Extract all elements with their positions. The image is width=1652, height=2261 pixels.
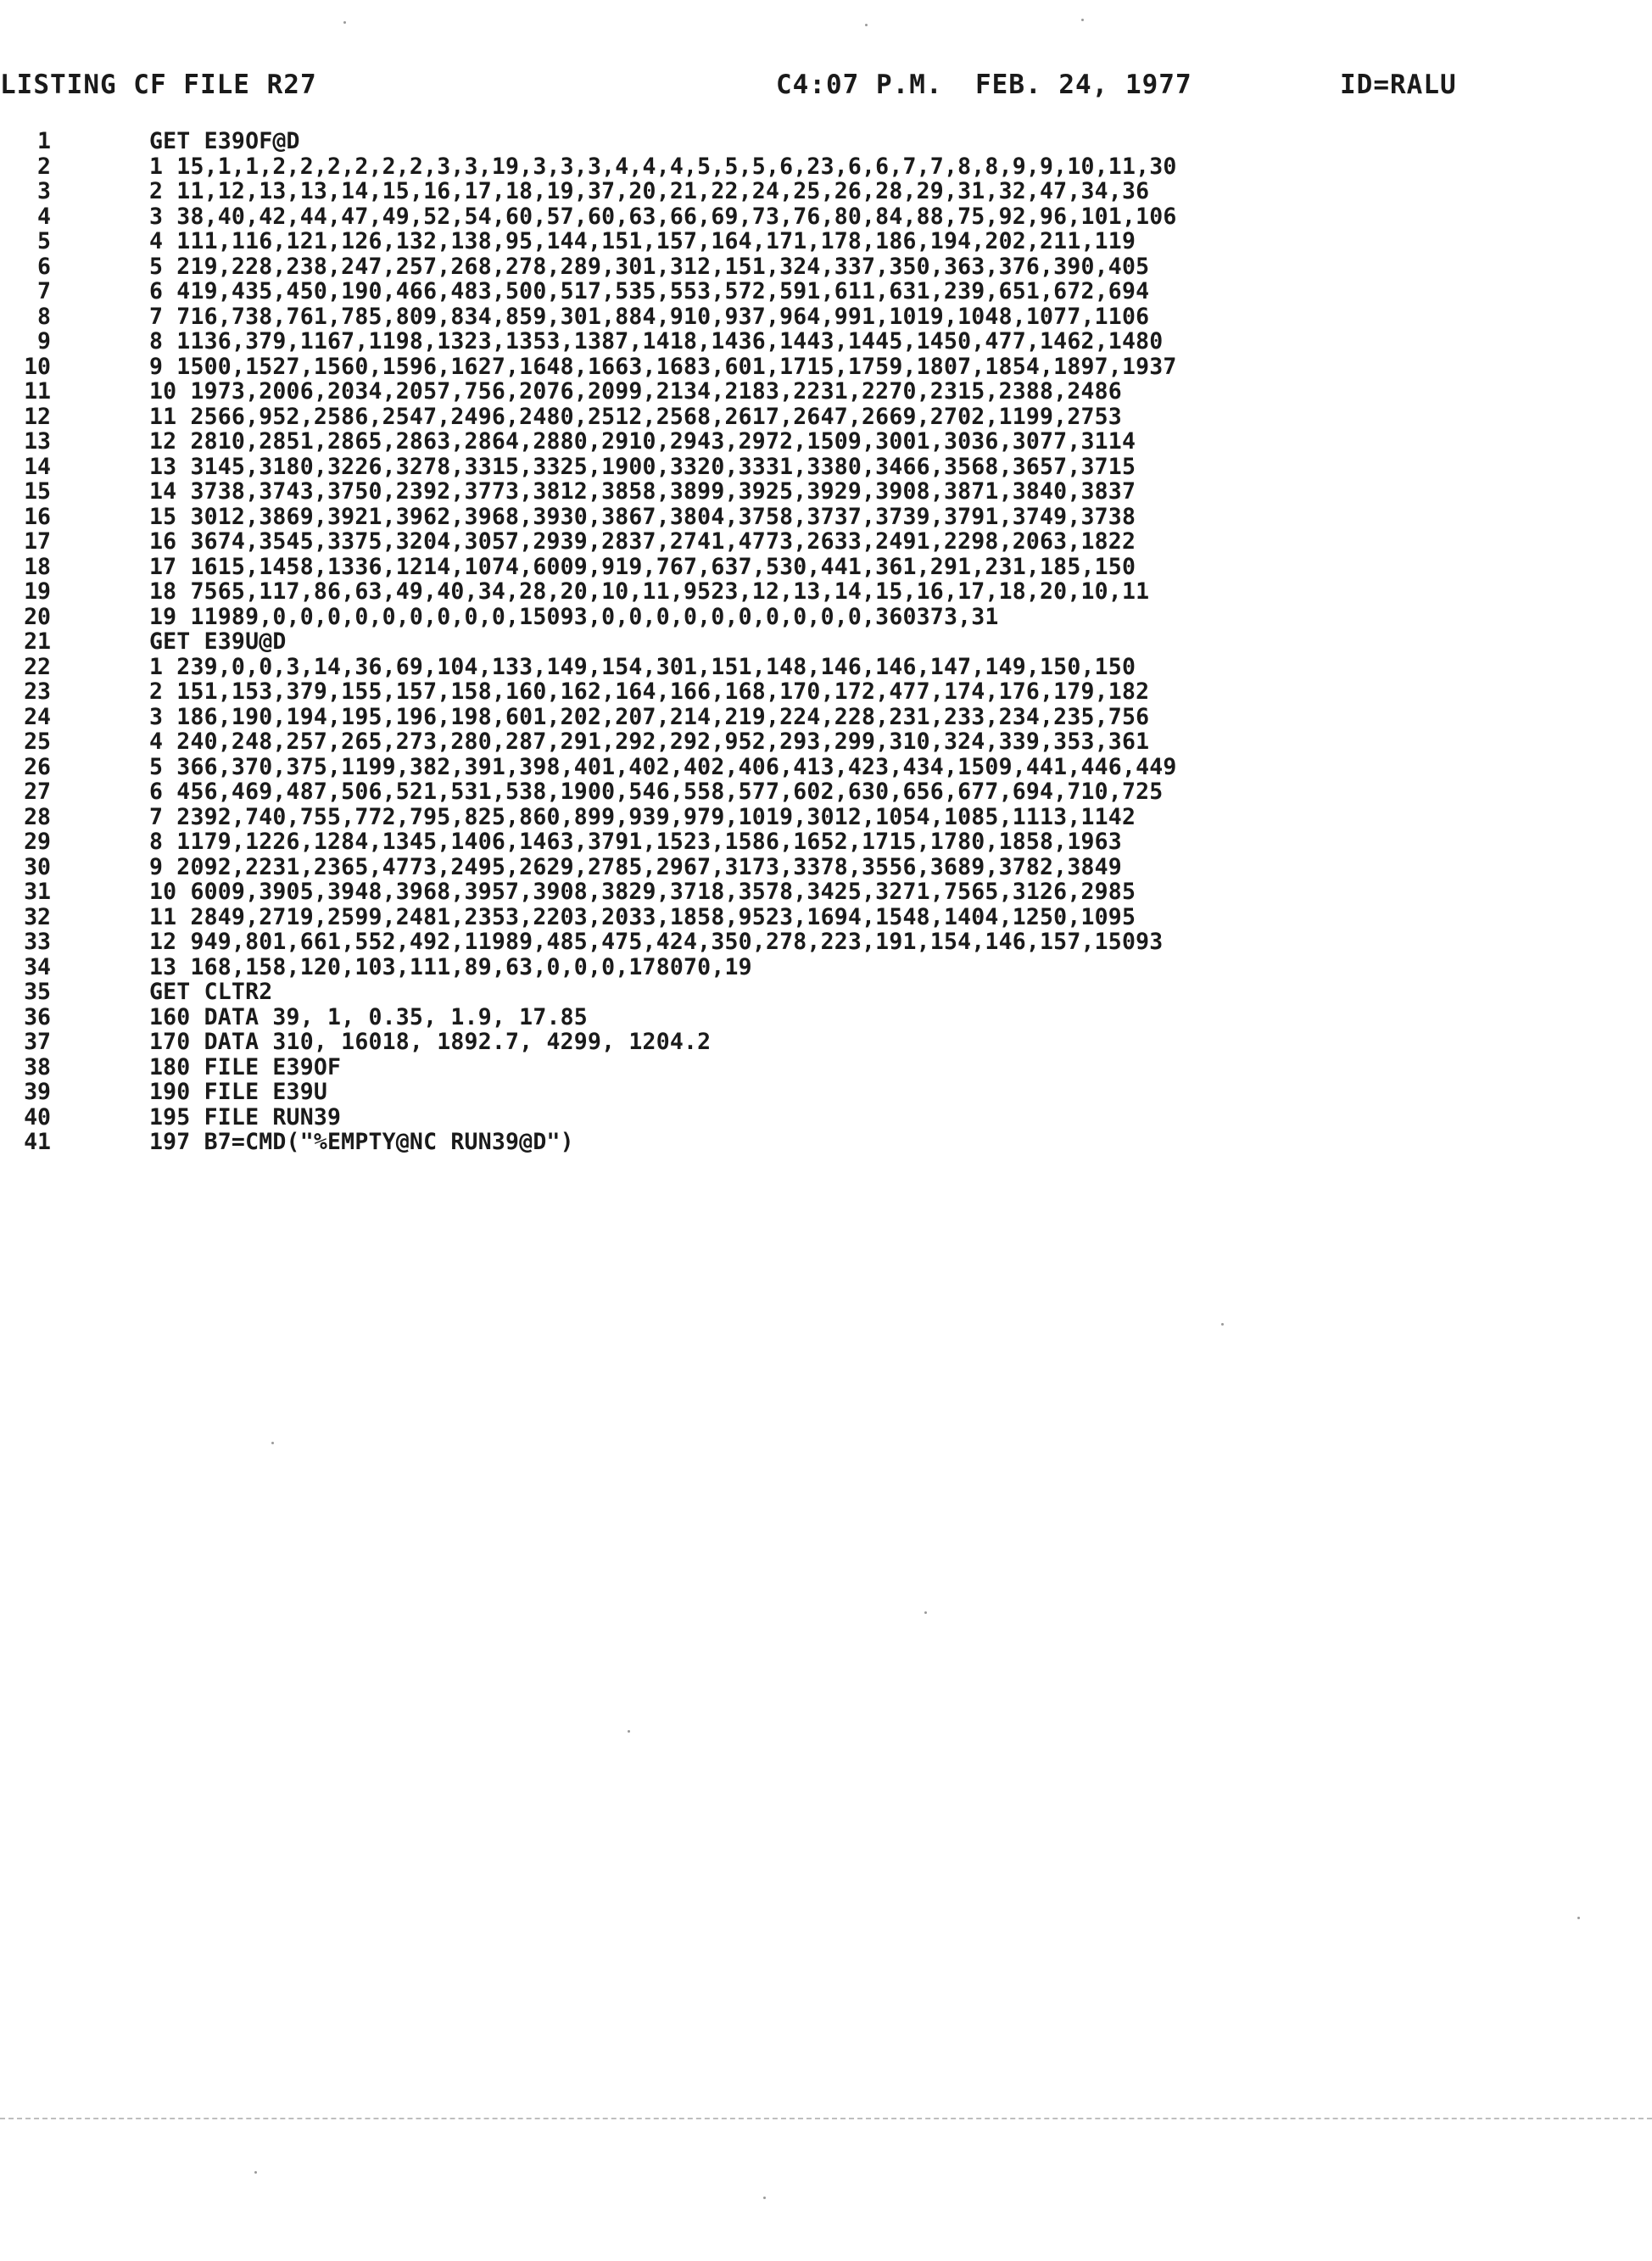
listing-time: C4:07 P.M. [776,70,943,100]
line-code: 16 3674,3545,3375,3204,3057,2939,2837,2741,4773,2633,2491,2298,2063,1822 [149,528,1136,555]
line-code: 7 2392,740,755,772,795,825,860,899,939,979,1019,3012,1054,1085,1113,1142 [149,803,1136,830]
line-number: 19 [24,578,51,605]
line-code: 14 3738,3743,3750,2392,3773,3812,3858,3899,3925,3929,3908,3871,3840,3837 [149,478,1136,505]
line-number: 11 [24,378,51,405]
listing-date: FEB. 24, 1977 [975,70,1192,100]
line-number: 34 [24,953,51,980]
line-number: 1 [37,128,51,154]
scan-speck [254,2171,257,2174]
listing-header [0,70,1652,112]
listing-line [0,605,1652,630]
line-number: 40 [24,1103,51,1130]
listing-line [0,304,1652,330]
line-number: 30 [24,853,51,880]
listing-line [0,379,1652,405]
line-number: 22 [24,653,51,680]
line-code: 6 456,469,487,506,521,531,538,1900,546,558,577,602,630,656,677,694,710,725 [149,779,1164,805]
line-number: 35 [24,979,51,1005]
line-number: 7 [37,278,51,304]
scan-speck [628,1730,630,1733]
line-code: 11 2849,2719,2599,2481,2353,2203,2033,1858,9523,1694,1548,1404,1250,1095 [149,903,1136,930]
listing-line [0,555,1652,580]
line-code: GET CLTR2 [149,979,273,1005]
listing-line [0,579,1652,605]
line-code: 197 B7=CMD("%EMPTY@NC RUN39@D") [149,1129,574,1155]
line-code: 195 FILE RUN39 [149,1103,342,1130]
line-code: 6 419,435,450,190,466,483,500,517,535,553,572,591,611,631,239,651,672,694 [149,278,1150,304]
listing-line [0,705,1652,730]
line-number: 16 [24,503,51,530]
line-code: 2 151,153,379,155,157,158,160,162,164,166,168,170,172,477,174,176,179,182 [149,678,1150,705]
listing-line [0,1005,1652,1030]
line-number: 33 [24,929,51,955]
line-code: 180 FILE E39OF [149,1053,342,1080]
line-code: 13 3145,3180,3226,3278,3315,3325,1900,3320,3331,3380,3466,3568,3657,3715 [149,453,1136,480]
listing-line [0,355,1652,380]
scan-speck [271,1442,274,1444]
listing-line [0,254,1652,280]
listing-line [0,879,1652,905]
line-code: GET E39OF@D [149,128,300,154]
line-number: 26 [24,753,51,780]
listing-line [0,980,1652,1005]
line-number: 8 [37,303,51,330]
line-code: 10 6009,3905,3948,3968,3957,3908,3829,3718,3578,3425,3271,7565,3126,2985 [149,879,1136,905]
line-code: 8 1179,1226,1284,1345,1406,1463,3791,1523,1586,1652,1715,1780,1858,1963 [149,829,1122,855]
line-number: 17 [24,528,51,555]
line-number: 37 [24,1029,51,1055]
line-number: 9 [37,328,51,355]
scan-speck [763,2197,766,2199]
line-number: 10 [24,353,51,380]
line-code: 190 FILE E39U [149,1079,328,1105]
listing-line [0,279,1652,304]
line-number: 12 [24,403,51,430]
line-number: 2 [37,153,51,180]
listing-line [0,855,1652,880]
line-code: 17 1615,1458,1336,1214,1074,6009,919,767,637,530,441,361,291,231,185,150 [149,553,1136,580]
line-number: 18 [24,553,51,580]
line-code: 4 111,116,121,126,132,138,95,144,151,157,164,171,178,186,194,202,211,119 [149,228,1136,254]
scan-speck [865,24,868,26]
program-listing [0,129,1652,1155]
line-number: 25 [24,729,51,755]
listing-line [0,479,1652,505]
line-number: 6 [37,253,51,280]
listing-line [0,655,1652,680]
perforation-divider [0,2118,1652,2119]
scan-speck [1081,19,1084,21]
line-number: 38 [24,1053,51,1080]
line-number: 27 [24,779,51,805]
scan-speck [924,1611,927,1614]
line-code: 3 186,190,194,195,196,198,601,202,207,214,219,224,228,231,233,234,235,756 [149,703,1150,730]
listing-line [0,629,1652,655]
line-code: 12 949,801,661,552,492,11989,485,475,424,350,278,223,191,154,146,157,15093 [149,929,1164,955]
line-number: 24 [24,703,51,730]
line-code: 10 1973,2006,2034,2057,756,2076,2099,2134,2183,2231,2270,2315,2388,2486 [149,378,1122,405]
listing-line [0,154,1652,180]
line-number: 15 [24,478,51,505]
listing-line [0,204,1652,230]
line-code: 15 3012,3869,3921,3962,3968,3930,3867,3804,3758,3737,3739,3791,3749,3738 [149,503,1136,530]
line-number: 29 [24,829,51,855]
line-number: 32 [24,903,51,930]
listing-line [0,930,1652,955]
listing-line [0,829,1652,855]
line-code: 9 1500,1527,1560,1596,1627,1648,1663,1683,601,1715,1759,1807,1854,1897,1937 [149,353,1177,380]
line-code: 170 DATA 310, 16018, 1892.7, 4299, 1204.2 [149,1029,712,1055]
line-number: 23 [24,678,51,705]
listing-line [0,1130,1652,1155]
line-number: 31 [24,879,51,905]
line-code: 11 2566,952,2586,2547,2496,2480,2512,2568,2617,2647,2669,2702,1199,2753 [149,403,1122,430]
listing-line [0,329,1652,355]
line-number: 28 [24,803,51,830]
line-code: 7 716,738,761,785,809,834,859,301,884,910,937,964,991,1019,1048,1077,1106 [149,303,1150,330]
listing-id: ID=RALU [1340,70,1457,100]
line-code: 5 366,370,375,1199,382,391,398,401,402,402,406,413,423,434,1509,441,446,449 [149,753,1177,780]
line-code: 160 DATA 39, 1, 0.35, 1.9, 17.85 [149,1003,588,1030]
listing-line [0,429,1652,455]
line-code: 3 38,40,42,44,47,49,52,54,60,57,60,63,66,69,73,76,80,84,88,75,92,96,101,106 [149,203,1177,230]
line-number: 36 [24,1003,51,1030]
line-code: 1 239,0,0,3,14,36,69,104,133,149,154,301,151,148,146,146,147,149,150,150 [149,653,1136,680]
scan-speck [343,21,346,24]
line-number: 5 [37,228,51,254]
listing-line [0,129,1652,154]
line-code: 2 11,12,13,13,14,15,16,17,18,19,37,20,21,22,24,25,26,28,29,31,32,47,34,36 [149,178,1150,204]
scan-speck [1221,1323,1224,1326]
listing-line [0,229,1652,254]
line-code: 4 240,248,257,265,273,280,287,291,292,292,952,293,299,310,324,339,353,361 [149,729,1150,755]
line-number: 13 [24,428,51,455]
listing-line [0,779,1652,805]
line-code: 18 7565,117,86,63,49,40,34,28,20,10,11,9523,12,13,14,15,16,17,18,20,10,11 [149,578,1150,605]
listing-line [0,905,1652,930]
listing-line [0,1080,1652,1105]
line-number: 4 [37,203,51,230]
line-code: 1 15,1,1,2,2,2,2,2,2,3,3,19,3,3,3,4,4,4,5,5,5,6,23,6,6,7,7,8,8,9,9,10,11,30 [149,153,1177,180]
line-number: 20 [24,603,51,630]
listing-line [0,455,1652,480]
listing-line [0,505,1652,530]
line-number: 41 [24,1129,51,1155]
line-number: 3 [37,178,51,204]
listing-title: LISTING CF FILE R27 [0,70,317,100]
listing-line [0,1105,1652,1130]
listing-line [0,805,1652,830]
listing-line [0,405,1652,430]
listing-line [0,1030,1652,1055]
line-code: 13 168,158,120,103,111,89,63,0,0,0,178070,19 [149,953,752,980]
listing-line [0,529,1652,555]
line-code: 12 2810,2851,2865,2863,2864,2880,2910,2943,2972,1509,3001,3036,3077,3114 [149,428,1136,455]
scan-speck [1577,1917,1580,1919]
line-number: 39 [24,1079,51,1105]
listing-line [0,755,1652,780]
listing-line [0,679,1652,705]
listing-line [0,955,1652,980]
listing-line [0,729,1652,755]
line-code: 8 1136,379,1167,1198,1323,1353,1387,1418,1436,1443,1445,1450,477,1462,1480 [149,328,1164,355]
line-code: 9 2092,2231,2365,4773,2495,2629,2785,2967,3173,3378,3556,3689,3782,3849 [149,853,1122,880]
line-code: 19 11989,0,0,0,0,0,0,0,0,0,15093,0,0,0,0,0,0,0,0,0,0,360373,31 [149,603,999,630]
line-number: 14 [24,453,51,480]
listing-line [0,179,1652,204]
line-code: GET E39U@D [149,628,287,655]
line-code: 5 219,228,238,247,257,268,278,289,301,312,151,324,337,350,363,376,390,405 [149,253,1150,280]
listing-line [0,1055,1652,1080]
line-number: 21 [24,628,51,655]
